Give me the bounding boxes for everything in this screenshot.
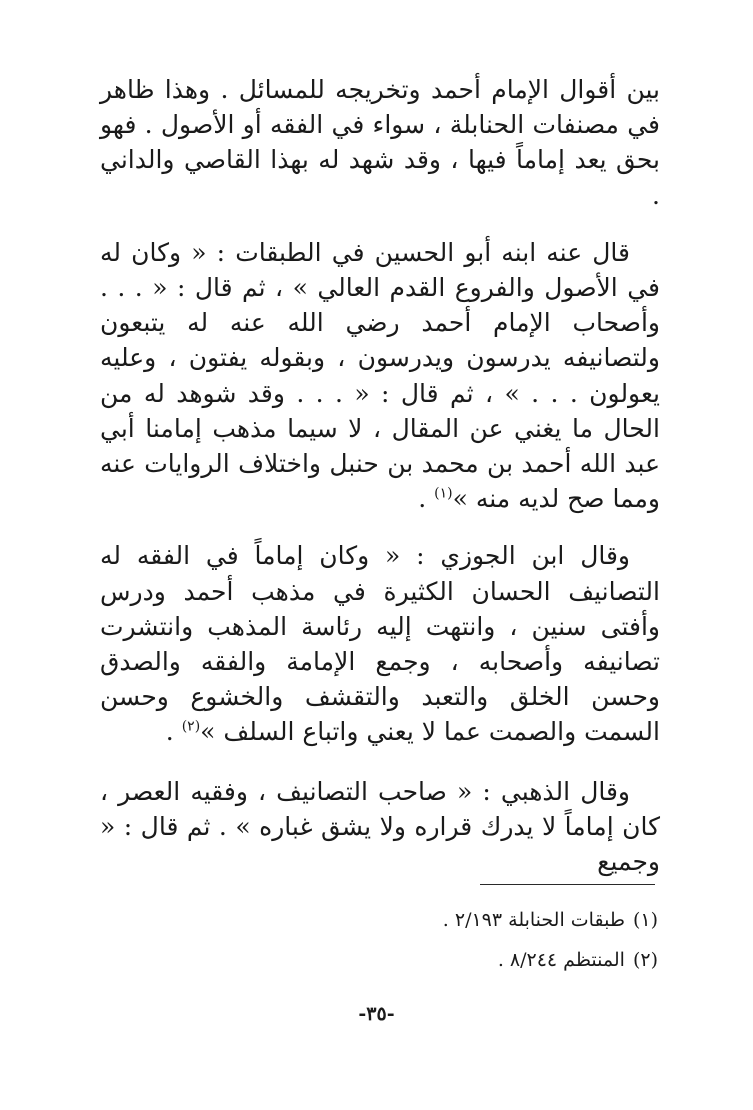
footnotes bbox=[258, 900, 658, 980]
footnote-ref-1: (١) bbox=[434, 485, 453, 502]
paragraph-1 bbox=[100, 72, 660, 213]
footnote-2-number: (٢) bbox=[632, 949, 658, 971]
paragraph-1-text: بين أقوال الإمام أحمد وتخريجه للمسائل . وهذا ظاهر في مصنفات الحنابلة ، سواء في الفقه أو الأصول . فهو بحق يعد إماماً فيها ، وقد شهد له بهذا القاصي والداني . bbox=[100, 75, 660, 210]
paragraph-2 bbox=[100, 235, 660, 517]
footnote-2 bbox=[258, 940, 658, 980]
page-body bbox=[100, 72, 660, 879]
paragraph-3-text: وقال ابن الجوزي : « وكان إماماً في الفقه له التصانيف الحسان الكثيرة في مذهب أحمد ودرس وأفتى سنين ، وانتهت إليه رئاسة المذهب وانتشرت تصانيفه وأصحابه ، وجمع الإمامة والفقه والصدق وحسن الخلق والتعبد والتقشف والخشوع وحسن السمت والصمت عما لا يعني واتباع السلف » bbox=[100, 541, 660, 747]
paragraph-4-text: وقال الذهبي : « صاحب التصانيف ، وفقيه العصر ، كان إماماً لا يدرك قراره ولا يشق غباره » . ثم قال : « وجميع bbox=[100, 776, 660, 877]
footnote-1 bbox=[258, 900, 658, 940]
paragraph-3 bbox=[100, 538, 660, 749]
paragraph-2-tail: . bbox=[418, 484, 435, 514]
footnote-1-number: (١) bbox=[632, 909, 658, 931]
footnote-separator bbox=[480, 884, 655, 885]
footnote-ref-2: (٢) bbox=[181, 719, 201, 736]
page-number: -٣٥- bbox=[358, 1003, 395, 1025]
footnote-1-text: طبقات الحنابلة ٢/١٩٣ . bbox=[442, 909, 625, 931]
paragraph-2-text: قال عنه ابنه أبو الحسين في الطبقات : « وكان له في الأصول والفروع القدم العالي » ، ثم قال : « . . . وأصحاب الإمام أحمد رضي الله عنه له يتبعون ولتصانيفه يدرسون ويدرسون ، وبقوله يفتون ، وعليه يعولون . . . » ، ثم قال : « . . . وقد شوهد له من الحال ما يغني عن المقال ، لا سيما مذهب إمامنا أبي عبد الله أحمد بن محمد بن حنبل واختلاف الروايات عنه ومما صح لديه منه » bbox=[100, 237, 660, 514]
paragraph-3-tail: . bbox=[165, 717, 182, 747]
paragraph-4 bbox=[100, 774, 660, 880]
footnote-2-text: المنتظم ٨/٢٤٤ . bbox=[497, 949, 625, 971]
